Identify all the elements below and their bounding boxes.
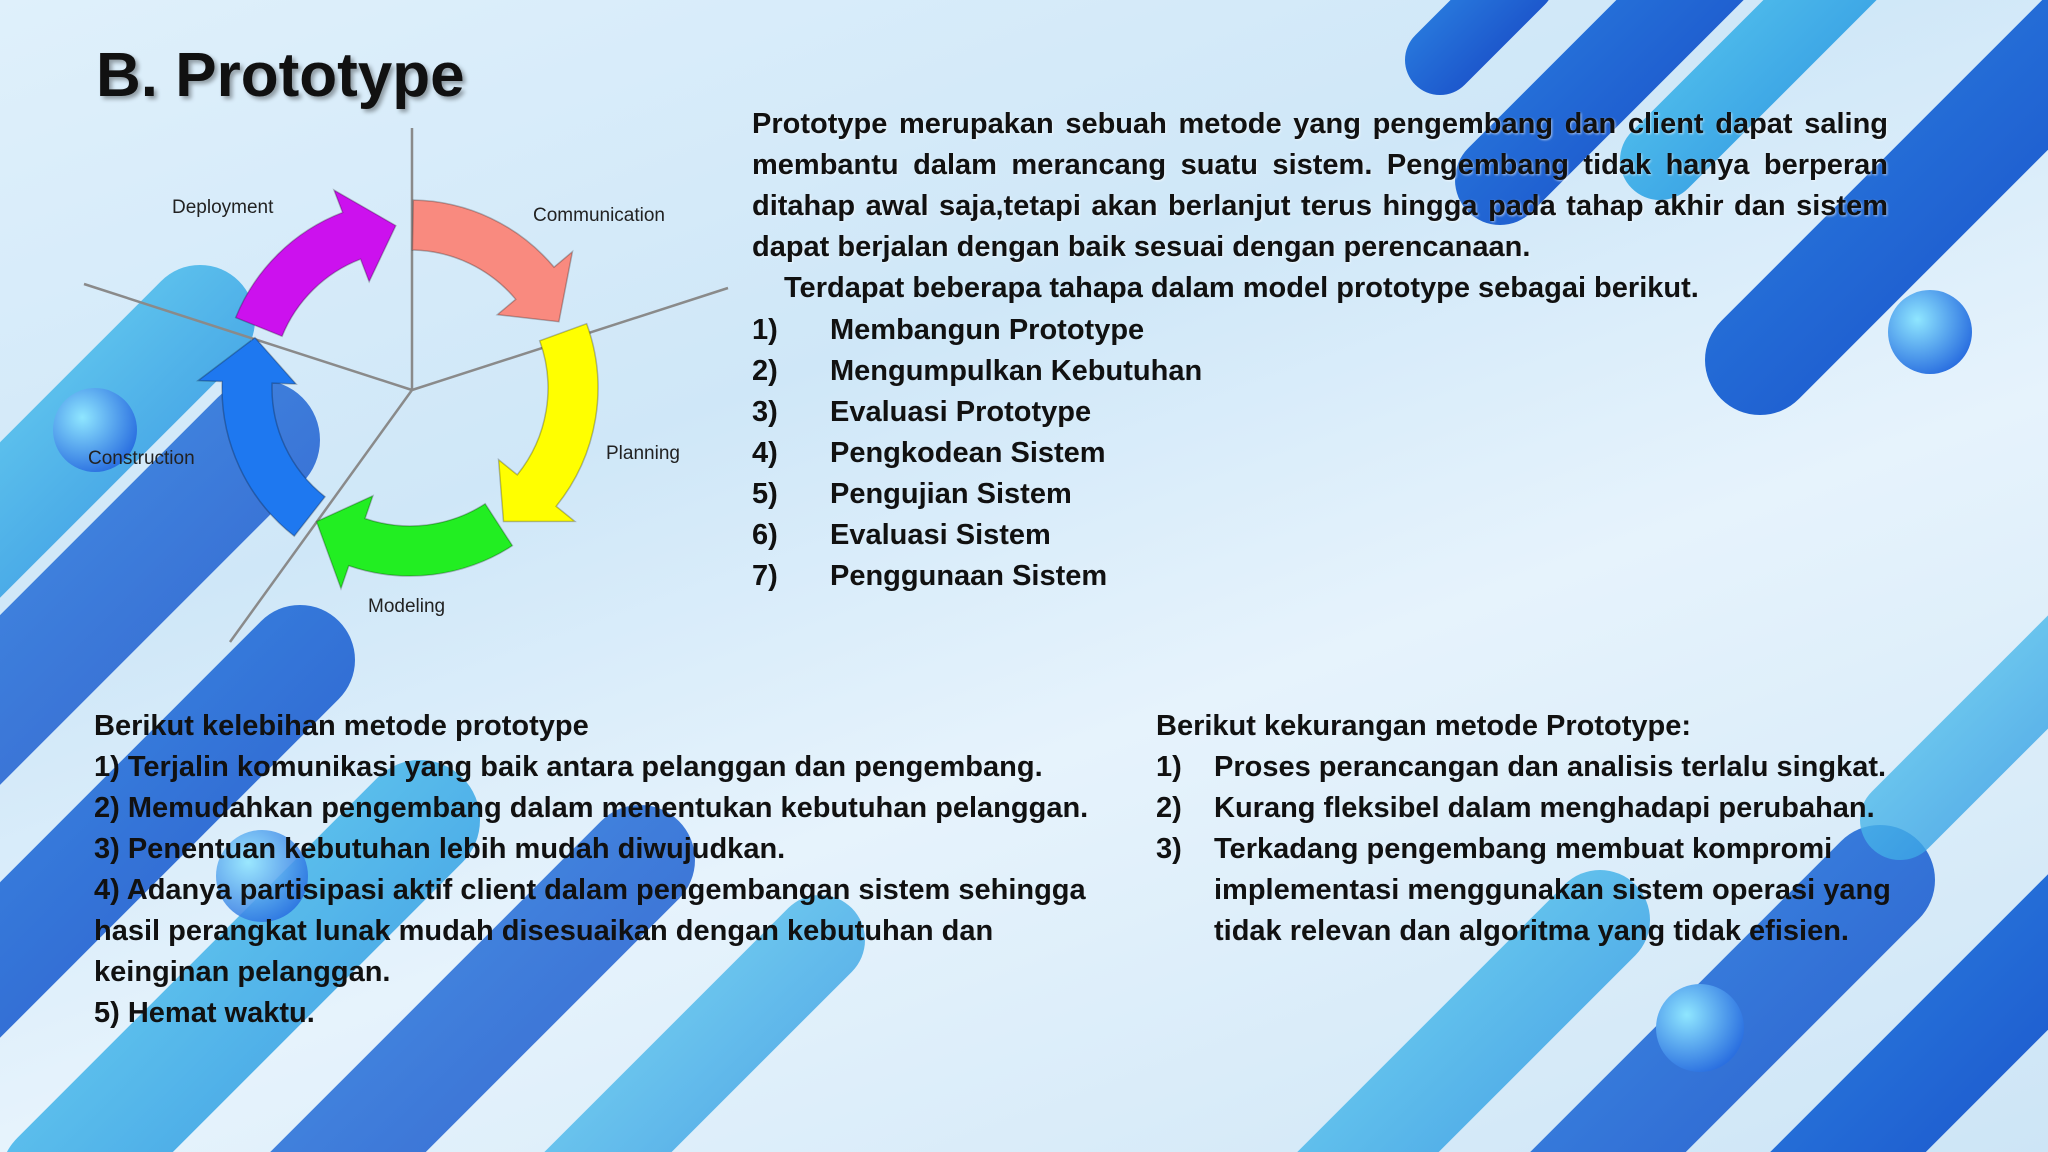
intro-subparagraph: Terdapat beberapa tahapa dalam model prototype sebagai berikut. [784,272,1699,304]
label-construction: Construction [88,448,195,469]
arrow-construction [198,338,325,537]
disadvantages-list [1156,747,1916,952]
list-item: 2) Kurang fleksibel dalam menghadapi perubahan. [1156,792,1875,824]
list-item: 4) Adanya partisipasi aktif client dalam pengembangan sistem sehingga hasil perangkat lunak mudah disesuaikan dengan kebutuhan dan keinginan pelanggan. [94,874,1086,988]
disadvantages-heading: Berikut kekurangan metode Prototype: [1156,710,1691,742]
list-item: 3) Evaluasi Prototype [752,396,1092,428]
list-item: 2) Memudahkan pengembang dalam menentukan kebutuhan pelanggan. [94,792,1089,824]
page-title: B. Prototype [96,41,465,110]
list-item: 6) Evaluasi Sistem [752,519,1051,551]
list-item: 2) Mengumpulkan Kebutuhan [752,355,1203,387]
label-planning: Planning [606,443,680,464]
arrow-planning [499,324,598,522]
label-deployment: Deployment [172,197,274,218]
disadvantages-section [1156,706,1916,952]
list-item: 1) Proses perancangan dan analisis terlalu singkat. [1156,751,1887,783]
arrow-modeling [317,496,513,589]
list-item: 1) Membangun Prototype [752,314,1145,346]
list-item: 7) Penggunaan Sistem [752,560,1108,592]
label-modeling: Modeling [368,596,446,617]
advantages-section [94,706,1094,1034]
list-item: 3) Penentuan kebutuhan lebih mudah diwujudkan. [94,833,786,865]
list-item: 3) Terkadang pengembang membuat kompromi implementasi menggunakan sistem operasi yang tidak relevan dan algoritma yang tidak efisien. [1156,833,1891,947]
list-item: 1) Terjalin komunikasi yang baik antara pelanggan dan pengembang. [94,751,1043,783]
advantages-list [94,747,1094,1034]
intro-paragraph: Prototype merupakan sebuah metode yang pengembang dan client dapat saling membantu dalam merancang suatu sistem. Pengembang tidak hanya berperan ditahap awal saja,tetapi akan berlanjut terus hingga pada tahap akhir dan sistem dapat berjalan dengan baik sesuai dengan perencanaan. [752,108,1888,263]
list-item: 5) Pengujian Sistem [752,478,1072,510]
prototype-cycle-diagram [0,0,740,660]
advantages-heading: Berikut kelebihan metode prototype [94,710,589,742]
label-communication: Communication [533,205,665,226]
steps-list [752,310,1202,597]
list-item: 4) Pengkodean Sistem [752,437,1106,469]
list-item: 5) Hemat waktu. [94,997,315,1029]
